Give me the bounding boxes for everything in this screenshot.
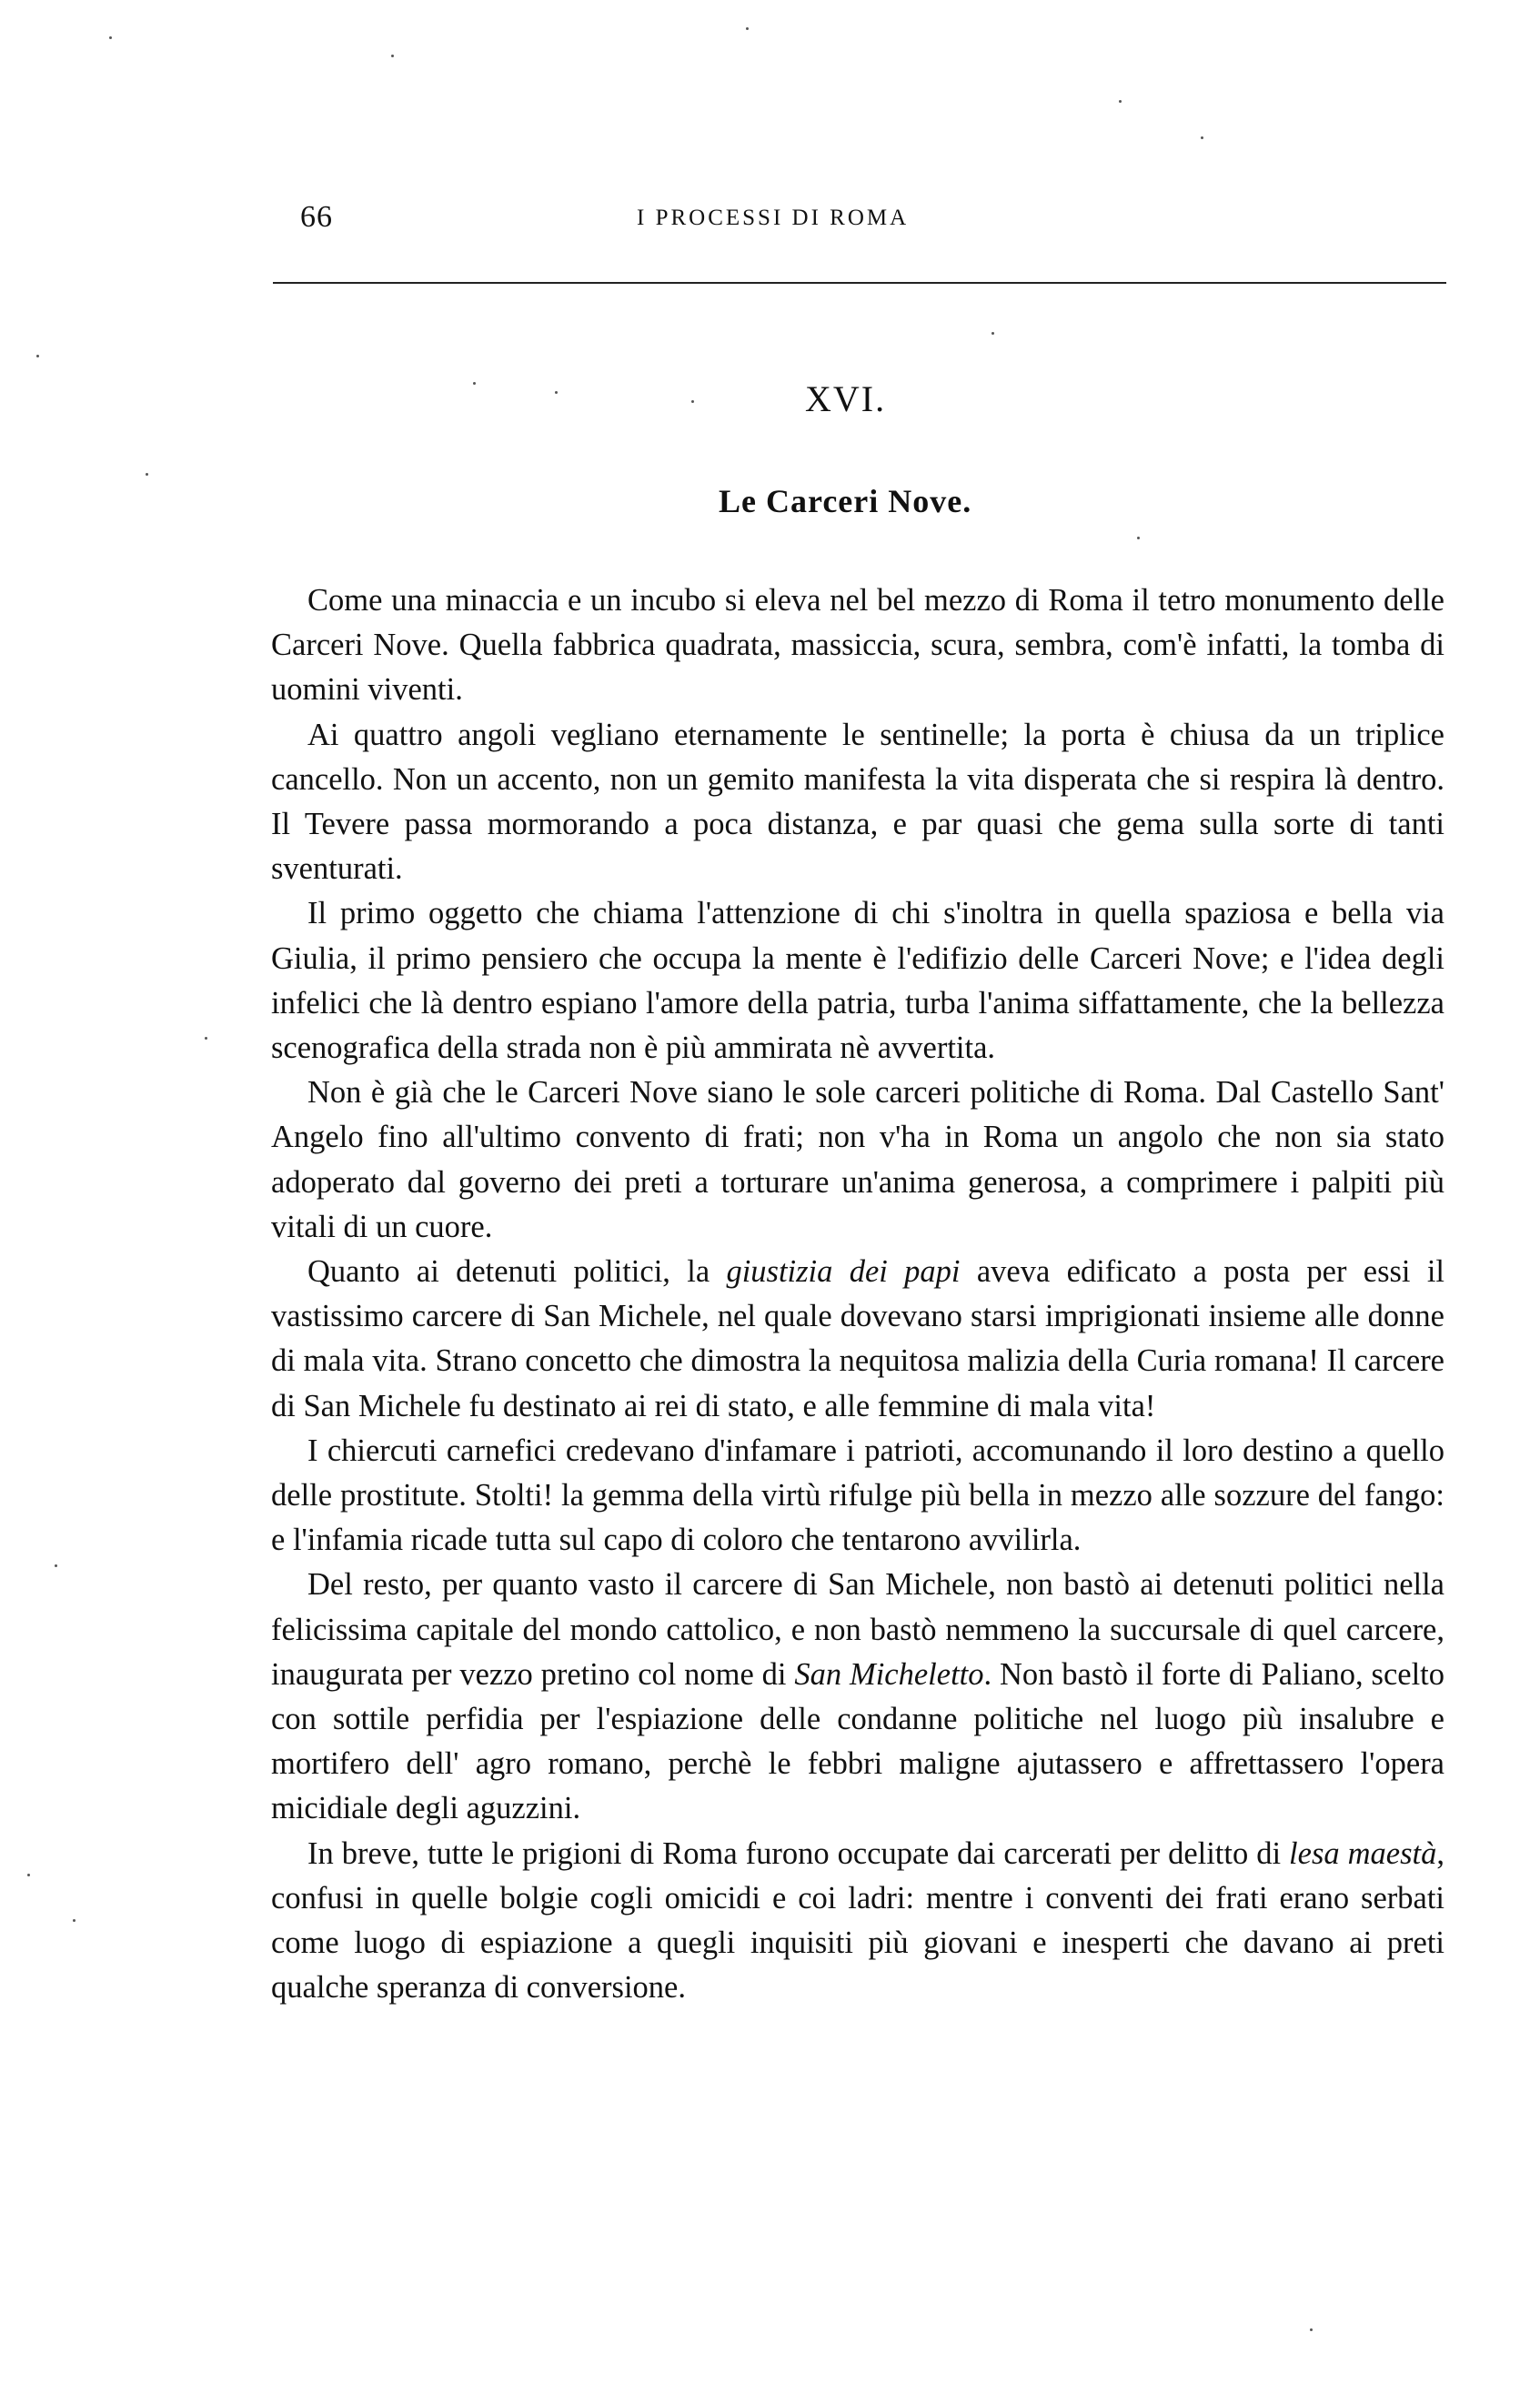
text-run: Ai quattro angoli vegliano eternamente le sentinelle; la porta è chiusa da un triplice cancello. Non un accento, non un gemito manifesta la vita disperata che si respira là dentro. Il Tevere passa mormorando a poca distanza, e par quasi che gema sulla sorte di tanti sventurati. <box>271 717 1444 887</box>
text-run: Non è già che le Carceri Nove siano le sole carceri politiche di Roma. Dal Castello Sant' Angelo fino all'ultimo convento di frati; non v'ha in Roma un angolo che non sia stato adoperato dal governo dei preti a torturare un'anima generosa, a comprimere i palpiti più vitali di un cuore. <box>271 1075 1444 1244</box>
paragraph <box>271 1250 1444 1429</box>
paragraph <box>271 1429 1444 1564</box>
text-run: I chiercuti carnefici credevano d'infamare i patrioti, accomunando il loro destino a quello delle prostitute. Stolti! la gemma della virtù rifulge più bella in mezzo alle sozzure del fango: e l'infamia ricade tutta sul capo di coloro che tentarono avvilirla. <box>271 1433 1444 1558</box>
chapter-number: XVI. <box>805 378 887 419</box>
header-rule <box>273 282 1446 284</box>
italic-phrase: giustizia dei papi <box>726 1254 961 1290</box>
text-run: , confusi in quelle bolgie cogli omicidi e coi ladri: mentre i conventi dei frati erano serbati come luogo di espiazione a quegli inquisiti più giovani e inesperti che davano ai preti qualche speranza di conversione. <box>271 1835 1444 2006</box>
page-number: 66 <box>300 200 333 234</box>
italic-phrase: lesa maestà <box>1289 1835 1437 1871</box>
text-run: In breve, tutte le prigioni di Roma furono occupate dai carcerati per delitto di <box>307 1835 1290 1871</box>
paragraph <box>271 1071 1444 1250</box>
text-run: Del resto, per quanto vasto il carcere di San Michele, non bastò ai detenuti politici nella felicissima capitale del mondo cattolico, e non bastò nemmeno la succursale di quel carcere, inaugurata per vezzo pretino col nome di <box>271 1567 1444 1692</box>
paragraph <box>271 713 1444 892</box>
text-run: . Non bastò il forte di Paliano, scelto con sottile perfidia per l'espiazione delle condanne politiche nel luogo più insalubre e mortifero dell' agro romano, perchè le febbri maligne ajutassero e affrettassero l'opera micidiale degli aguzzini. <box>271 1656 1444 1826</box>
paragraph <box>271 578 1444 713</box>
italic-phrase: San Micheletto <box>794 1656 984 1692</box>
text-run: Il primo oggetto che chiama l'attenzione di chi s'inoltra in quella spaziosa e bella via Giulia, il primo pensiero che occupa la mente è l'edifizio delle Carceri Nove; e l'idea degli infelici che là dentro espiano l'amore della patria, turba l'anima siffattamente, che la bellezza scenografica della strada non è più ammirata nè avvertita. <box>271 896 1444 1066</box>
text-run: Come una minaccia e un incubo si eleva nel bel mezzo di Roma il tetro monumento delle Carceri Nove. Quella fabbrica quadrata, massiccia, scura, sembra, com'è infatti, la tomba di uomini viventi. <box>271 583 1444 708</box>
text-run: aveva edificato a posta per essi il vastissimo carcere di San Michele, nel quale dovevano starsi imprigionati insieme alle donne di mala vita. Strano concetto che dimostra la nequitosa malizia della Curia romana! Il carcere di San Michele fu destinato ai rei di stato, e alle femmine di mala vita! <box>271 1254 1444 1423</box>
paragraph <box>271 891 1444 1071</box>
text-run: Quanto ai detenuti politici, la <box>307 1254 727 1290</box>
running-head: I PROCESSI DI ROMA <box>637 206 910 230</box>
body-text <box>271 578 1444 2011</box>
paragraph <box>271 1832 1444 2011</box>
chapter-title: Le Carceri Nove. <box>719 483 972 519</box>
paragraph <box>271 1563 1444 1831</box>
